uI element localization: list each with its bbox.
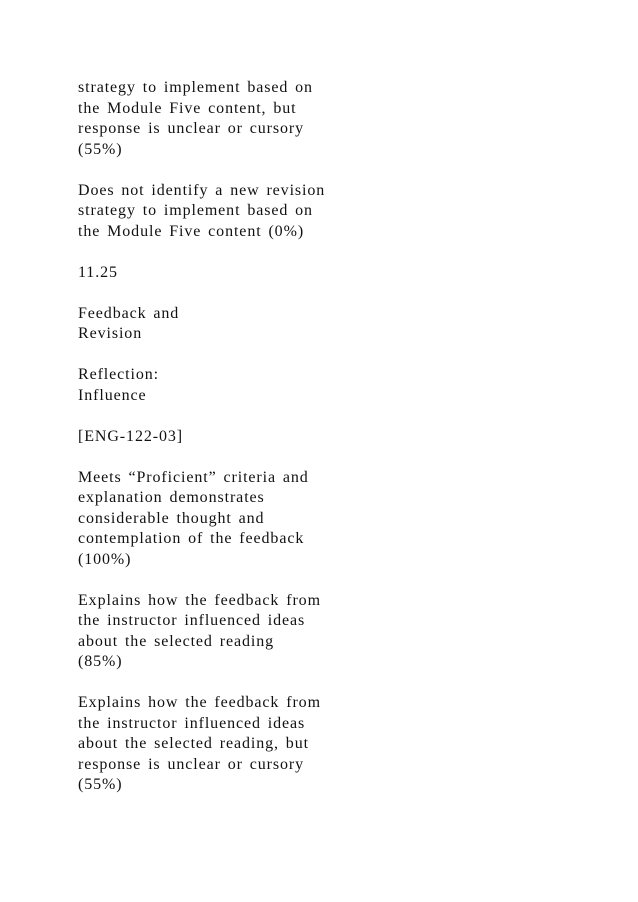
paragraph-score-value bbox=[78, 263, 598, 284]
text-line: the Module Five content, but bbox=[78, 99, 297, 117]
text-line: Does not identify a new revision bbox=[78, 181, 326, 199]
paragraph-criterion-0-strategy bbox=[78, 181, 598, 243]
paragraph-section-heading bbox=[78, 304, 598, 345]
paragraph-criterion-100 bbox=[78, 468, 598, 571]
text-line: the instructor influenced ideas bbox=[78, 612, 306, 629]
text-line: Feedback and bbox=[78, 304, 180, 322]
text-line: about the selected reading bbox=[78, 632, 274, 650]
paragraph-outcome-code bbox=[78, 427, 598, 448]
paragraph-criterion-85 bbox=[78, 591, 598, 673]
text-line: Revision bbox=[78, 325, 143, 342]
text-line: Explains how the feedback from bbox=[78, 591, 321, 609]
paragraph-criterion-55-influence bbox=[78, 693, 598, 796]
text-line: about the selected reading, but bbox=[78, 735, 309, 752]
text-line: explanation demonstrates bbox=[78, 489, 265, 506]
paragraph-criterion-55-strategy bbox=[78, 78, 598, 160]
text-line: contemplation of the feedback bbox=[78, 530, 305, 547]
text-line: Meets “Proficient” criteria and bbox=[78, 468, 309, 486]
text-line: Reflection: bbox=[78, 366, 159, 383]
text-line: Explains how the feedback from bbox=[78, 694, 321, 711]
text-line: Influence bbox=[78, 386, 147, 404]
text-line: considerable thought and bbox=[78, 509, 265, 527]
text-line: the instructor influenced ideas bbox=[78, 714, 306, 732]
paragraph-subsection-heading bbox=[78, 365, 598, 406]
text-line: the Module Five content (0%) bbox=[78, 222, 305, 240]
text-line: (55%) bbox=[78, 776, 123, 793]
text-line: (85%) bbox=[78, 653, 123, 670]
text-line: 11.25 bbox=[78, 263, 118, 281]
text-line: strategy to implement based on bbox=[78, 202, 313, 219]
text-line: strategy to implement based on bbox=[78, 79, 313, 96]
text-line: (100%) bbox=[78, 550, 132, 568]
document-body bbox=[78, 78, 598, 816]
text-line: response is unclear or cursory bbox=[78, 120, 305, 137]
text-line: response is unclear or cursory bbox=[78, 755, 305, 773]
text-line: [ENG-122-03] bbox=[78, 427, 183, 445]
text-line: (55%) bbox=[78, 140, 123, 158]
